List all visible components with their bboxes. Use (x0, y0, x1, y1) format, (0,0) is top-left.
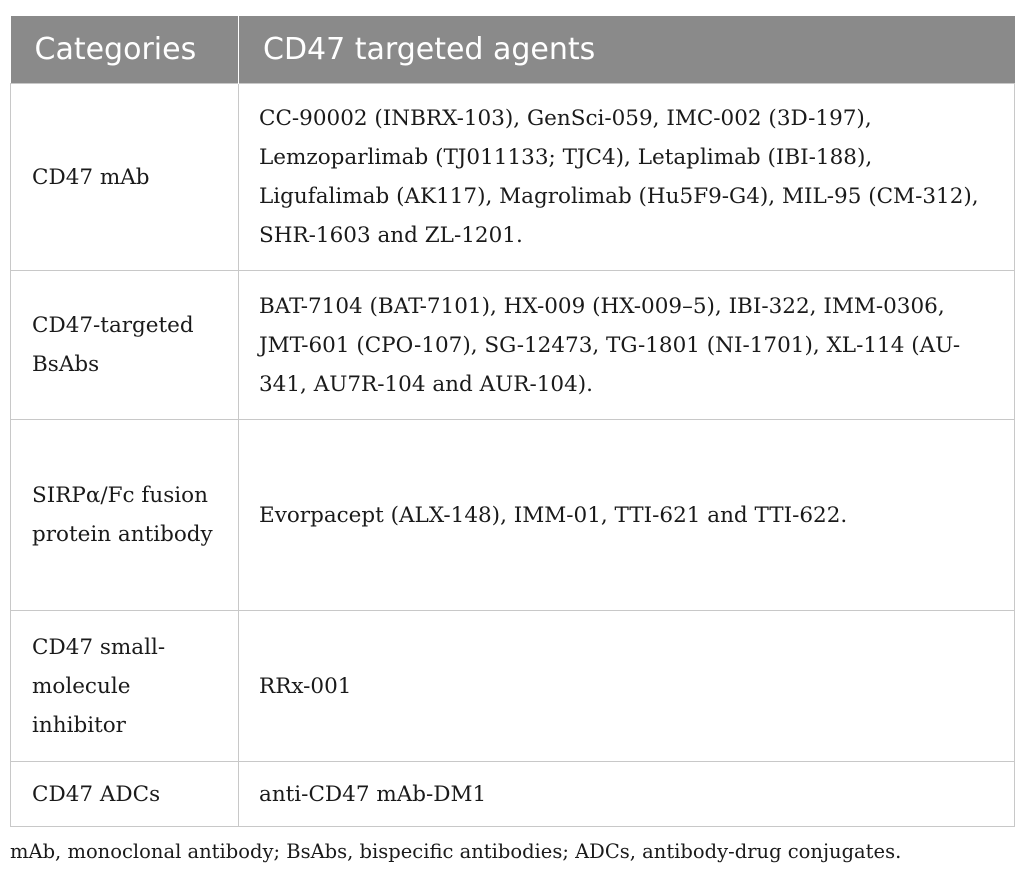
category-cell: CD47 ADCs (11, 762, 239, 827)
category-cell: CD47 mAb (11, 84, 239, 271)
table-row (11, 611, 1015, 762)
table-header-row (11, 16, 1015, 84)
category-cell: SIRPα/Fc fusion protein antibody (11, 420, 239, 611)
table-row (11, 420, 1015, 611)
header-agents: CD47 targeted agents (239, 16, 1015, 84)
agents-cell: BAT-7104 (BAT-7101), HX-009 (HX-009–5), IBI-322, IMM-0306, JMT-601 (CPO-107), SG-12473, TG-1801 (NI-1701), XL-114 (AU-341, AU7R-104 and AUR-104). (239, 271, 1015, 420)
table-row (11, 84, 1015, 271)
category-cell: CD47 small-molecule inhibitor (11, 611, 239, 762)
table-row (11, 762, 1015, 827)
agents-cell: CC-90002 (INBRX-103), GenSci-059, IMC-002 (3D-197), Lemzoparlimab (TJ011133; TJC4), Letaplimab (IBI-188), Ligufalimab (AK117), Magrolimab (Hu5F9-G4), MIL-95 (CM-312), SHR-1603 and ZL-1201. (239, 84, 1015, 271)
category-cell: CD47-targeted BsAbs (11, 271, 239, 420)
agents-table-container (10, 16, 1014, 827)
agents-cell: Evorpacept (ALX-148), IMM-01, TTI-621 and TTI-622. (239, 420, 1015, 611)
agents-cell: RRx-001 (239, 611, 1015, 762)
cd47-agents-table (10, 16, 1015, 827)
agents-cell: anti-CD47 mAb-DM1 (239, 762, 1015, 827)
header-categories: Categories (11, 16, 239, 84)
table-row (11, 271, 1015, 420)
table-footnote: mAb, monoclonal antibody; BsAbs, bispecific antibodies; ADCs, antibody-drug conjugates. (10, 840, 902, 863)
